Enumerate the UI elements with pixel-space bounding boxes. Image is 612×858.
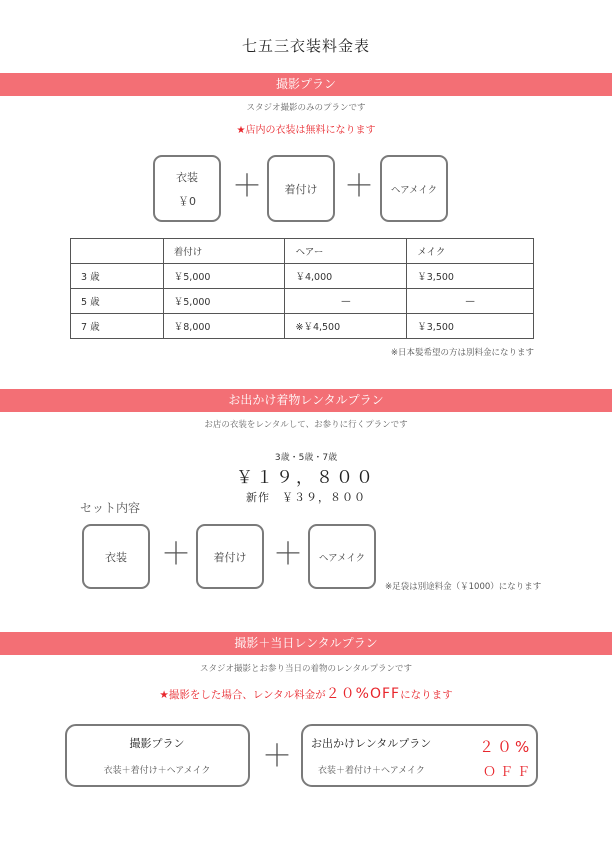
kitsuke-box [196,524,264,589]
table-header-row [71,239,534,264]
table-cell: — [285,289,407,314]
section-subtitle: お店の衣装をレンタルして、お参りに行くプランです [204,420,408,430]
discount-notice-percent: ２０%OFF [325,686,401,702]
table-cell: ※￥4,500 [285,314,407,339]
plus-icon: ＋ [344,169,374,204]
table-row [71,264,534,289]
hairmake-box [380,155,448,222]
nihongami-note: ※日本髪希望の方は別料金になります [390,348,534,358]
costume-box [153,155,221,222]
table-cell: ￥3,500 [407,314,534,339]
table-header-cell: 着付け [163,239,285,264]
photo-plan-detail: 衣装＋着付け＋ヘアメイク [103,766,211,776]
kitsuke-box [267,155,335,222]
section-band-rental-plan: お出かけ着物レンタルプラン [0,389,612,412]
section-band-combo-plan: 撮影＋当日レンタルプラン [0,632,612,655]
table-header-cell: メイク [407,239,534,264]
photo-plan-title: 撮影プラン [129,737,185,750]
table-cell: ￥3,500 [407,264,534,289]
discount-off: ＯＦＦ [483,765,535,780]
section-subtitle: スタジオ撮影とお参り当日の着物のレンタルプランです [200,664,412,674]
tabi-note: ※足袋は別途料金（￥1000）になります [385,582,542,592]
discount-notice-text: ★撮影をした場合、レンタル料金が [159,689,326,701]
costume-label: 衣装 [105,550,127,564]
plus-icon: ＋ [232,169,262,204]
table-cell: ￥5,000 [163,289,285,314]
section-subtitle: スタジオ撮影のみのプランです [246,103,366,113]
rental-price: ￥１９，８００ [236,468,376,488]
table-cell: — [407,289,534,314]
photo-plan-box [65,724,250,787]
ages-label: 3歳・5歳・7歳 [274,453,338,463]
set-contents-label: セット内容 [80,501,141,515]
table-cell: 3 歳 [71,264,164,289]
plus-icon: ＋ [273,537,303,572]
plus-icon: ＋ [161,537,191,572]
costume-box [82,524,150,589]
free-costume-notice: ★店内の衣装は無料になります [236,125,376,136]
rental-plan-detail: 衣装＋着付け＋ヘアメイク [318,766,425,776]
rental-plan-title: お出かけレンタルプラン [311,737,432,750]
hairmake-box [308,524,376,589]
table-cell: ￥8,000 [163,314,285,339]
kitsuke-label: 着付け [213,550,247,564]
plus-icon: ＋ [262,739,292,774]
hairmake-label: ヘアメイク [390,184,438,196]
discount-percent: ２０% [479,738,533,756]
costume-label: 衣装 [176,170,198,184]
discount-notice [0,683,612,703]
table-cell: ￥5,000 [163,264,285,289]
kitsuke-label: 着付け [284,182,318,196]
table-header-cell [71,239,164,264]
price-table [70,238,534,339]
section-band-photo-plan: 撮影プラン [0,73,612,96]
new-rental-price: 新作 ￥３９，８００ [246,491,366,504]
table-cell: ￥4,000 [285,264,407,289]
page-title: 七五三衣装料金表 [241,37,370,55]
table-row [71,289,534,314]
costume-price: ￥0 [178,194,196,208]
hairmake-label: ヘアメイク [318,552,366,564]
table-cell: 5 歳 [71,289,164,314]
table-cell: 7 歳 [71,314,164,339]
table-header-cell: ヘアー [285,239,407,264]
table-row [71,314,534,339]
discount-notice-text-end: になります [400,689,453,701]
rental-plan-box [301,724,538,787]
